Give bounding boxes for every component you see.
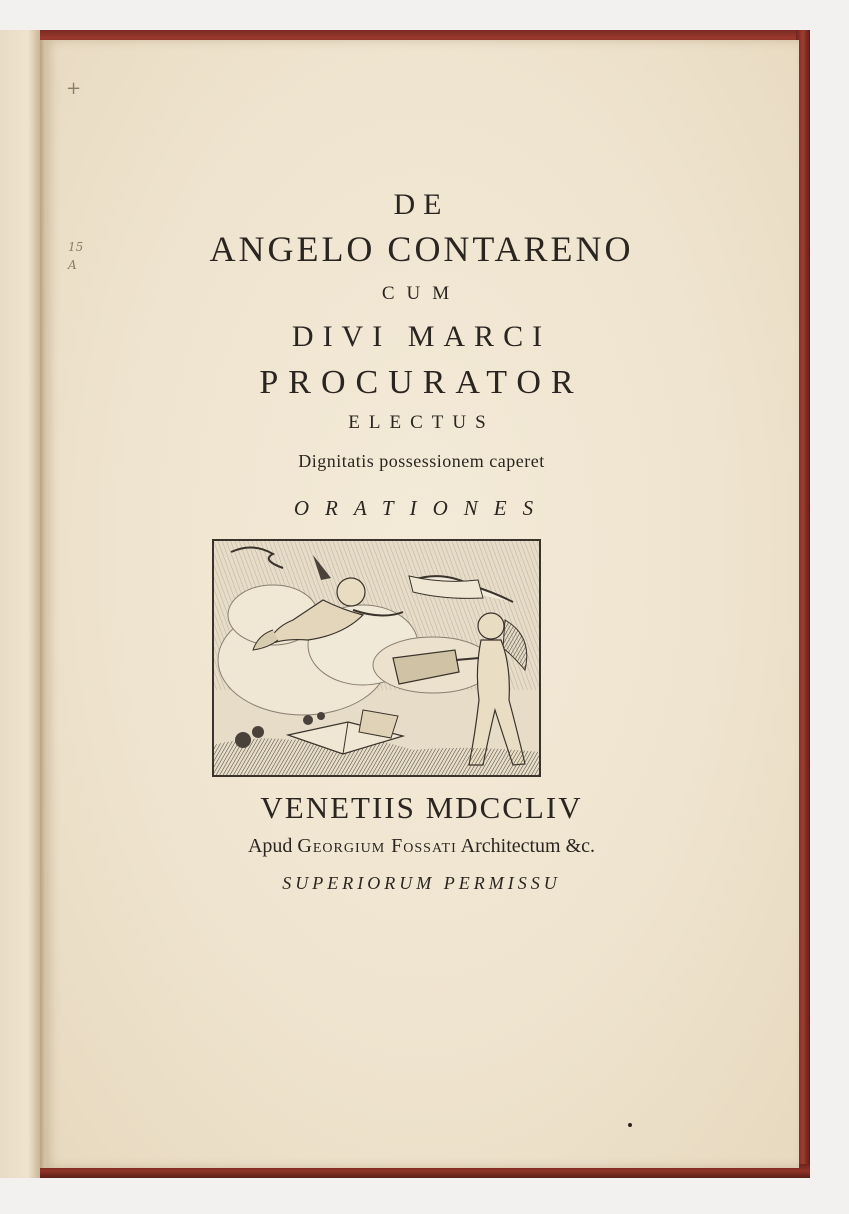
imprint-printer-name: Georgium Fossati [297,835,457,857]
imprint-apud: Apud [247,835,293,857]
title-line-de: DE [393,188,450,221]
facing-page-edge [0,30,40,1178]
pencil-cross-mark: + [66,78,82,99]
imprint-place-date: VENETIIS MDCCLIV [260,790,583,825]
title-line-orationes: ORATIONES [293,496,550,520]
imprint-printer-line [44,835,799,858]
title-line-cum: CUM [381,283,462,304]
title-line-divi-marci: DIVI MARCI [291,320,552,353]
imprint-printer-role: Architectum &c. [460,835,596,857]
engraved-vignette [212,539,541,777]
cherubs-illustration-icon [213,540,540,776]
pencil-number-mark: 15 [68,240,84,254]
title-line-procurator: PROCURATOR [259,364,584,401]
imprint-permission: SUPERIORUM PERMISSU [282,873,561,893]
ink-speck [628,1123,632,1127]
title-line-angelo-contareno: ANGELO CONTARENO [209,229,634,269]
title-line-electus: ELECTUS [348,412,495,433]
title-line-dignitatis: Dignitatis possessionem caperet [298,451,545,471]
pencil-letter-mark: A [68,258,77,272]
